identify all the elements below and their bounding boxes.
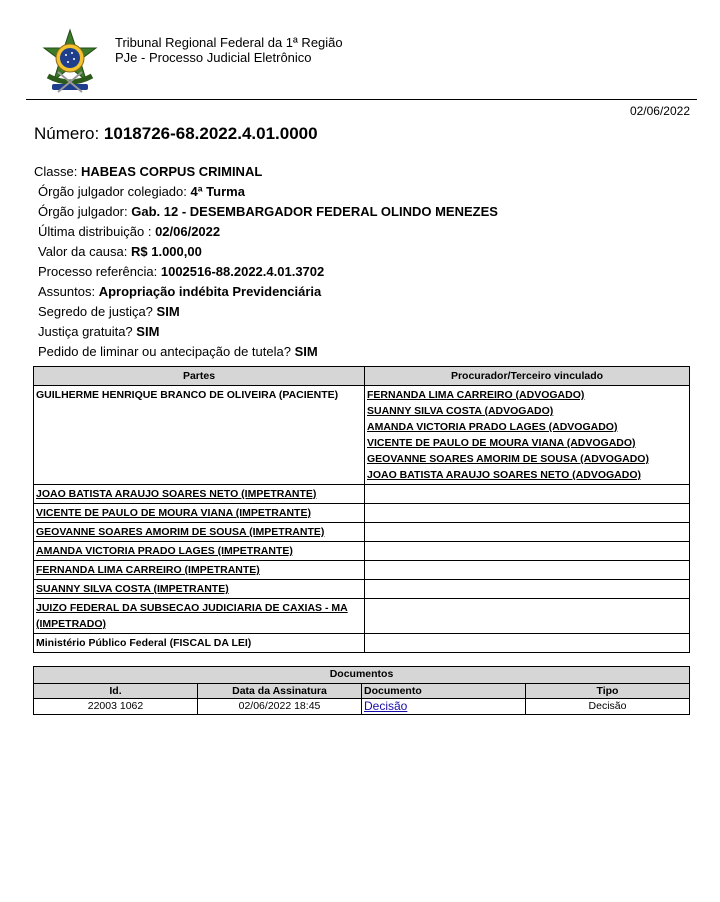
field-classe [34, 162, 694, 182]
field-value: Gab. 12 - DESEMBARGADOR FEDERAL OLINDO MENEZES [131, 204, 498, 219]
party-cell: JUIZO FEDERAL DA SUBSECAO JUDICIARIA DE CAXIAS - MA (IMPETRADO) [34, 599, 365, 634]
party-cell: AMANDA VICTORIA PRADO LAGES (IMPETRANTE) [34, 542, 365, 561]
party-cell: GUILHERME HENRIQUE BRANCO DE OLIVEIRA (PACIENTE) [34, 386, 365, 485]
party-cell: FERNANDA LIMA CARREIRO (IMPETRANTE) [34, 561, 365, 580]
process-number [34, 124, 318, 144]
field-label: Valor da causa: [38, 244, 128, 259]
party-row [34, 523, 690, 542]
column-header-id: Id. [34, 684, 198, 699]
party-row [34, 485, 690, 504]
field-ultima-distribuicao [34, 222, 694, 242]
process-number-label: Número: [34, 124, 100, 143]
column-header-date: Data da Assinatura [198, 684, 362, 699]
field-label: Segredo de justiça? [38, 304, 153, 319]
field-value: R$ 1.000,00 [131, 244, 202, 259]
party-cell: JOAO BATISTA ARAUJO SOARES NETO (IMPETRANTE) [34, 485, 365, 504]
field-label: Justiça gratuita? [38, 324, 133, 339]
field-justica-gratuita [34, 322, 694, 342]
party-row [34, 580, 690, 599]
party-cell: SUANNY SILVA COSTA (IMPETRANTE) [34, 580, 365, 599]
parties-column-header: Partes [34, 367, 365, 386]
field-label: Classe: [34, 164, 78, 179]
attorney-item: FERNANDA LIMA CARREIRO (ADVOGADO) [367, 389, 585, 401]
party-cell: Ministério Público Federal (FISCAL DA LEI) [34, 634, 365, 653]
attorneys-cell [365, 634, 690, 653]
field-label: Pedido de liminar ou antecipação de tutela? [38, 344, 291, 359]
attorney-item: GEOVANNE SOARES AMORIM DE SOUSA (ADVOGADO) [367, 453, 649, 465]
documents-header-row [34, 684, 690, 699]
document-link[interactable]: Decisão [364, 699, 408, 713]
parties-header-row [34, 367, 690, 386]
attorneys-cell [365, 542, 690, 561]
attorneys-cell [365, 523, 690, 542]
attorney-item: VICENTE DE PAULO DE MOURA VIANA (ADVOGADO) [367, 437, 636, 449]
party-row [34, 386, 690, 485]
attorneys-column-header: Procurador/Terceiro vinculado [365, 367, 690, 386]
attorney-item: AMANDA VICTORIA PRADO LAGES (ADVOGADO) [367, 421, 618, 433]
field-value: SIM [294, 344, 318, 359]
document-row [34, 699, 690, 715]
document-header [0, 0, 720, 100]
attorneys-cell [365, 485, 690, 504]
attorney-item: JOAO BATISTA ARAUJO SOARES NETO (ADVOGADO) [367, 469, 641, 481]
field-processo-referencia [34, 262, 694, 282]
document-id: 22003 1062 [34, 699, 198, 715]
field-value: 1002516-88.2022.4.01.3702 [160, 264, 325, 279]
field-value: SIM [136, 324, 160, 339]
field-label: Última distribuição : [38, 224, 152, 239]
party-row [34, 561, 690, 580]
brasil-coat-of-arms-icon [38, 28, 102, 96]
document-date: 02/06/2022 [629, 104, 690, 118]
header-divider [26, 99, 697, 100]
field-value: Apropriação indébita Previdenciária [98, 284, 322, 299]
party-row [34, 504, 690, 523]
document-cell [362, 699, 526, 715]
party-row [34, 599, 690, 634]
field-valor-causa [34, 242, 694, 262]
attorneys-cell [365, 580, 690, 599]
field-orgao-julgador [34, 202, 694, 222]
attorneys-cell [365, 504, 690, 523]
field-label: Órgão julgador colegiado: [38, 184, 187, 199]
field-value: 4ª Turma [190, 184, 245, 199]
field-label: Processo referência: [38, 264, 158, 279]
field-assuntos [34, 282, 694, 302]
attorneys-cell [365, 386, 690, 485]
parties-table [33, 366, 690, 653]
field-label: Órgão julgador: [38, 204, 128, 219]
field-pedido-liminar [34, 342, 694, 362]
attorneys-cell [365, 561, 690, 580]
field-label: Assuntos: [38, 284, 96, 299]
document-type: Decisão [526, 699, 690, 715]
column-header-type: Tipo [526, 684, 690, 699]
documents-title: Documentos [34, 667, 690, 684]
process-number-value: 1018726-68.2022.4.01.0000 [103, 124, 318, 143]
party-cell: VICENTE DE PAULO DE MOURA VIANA (IMPETRANTE) [34, 504, 365, 523]
court-name: Tribunal Regional Federal da 1ª Região [115, 35, 343, 50]
party-row [34, 542, 690, 561]
attorney-item: SUANNY SILVA COSTA (ADVOGADO) [367, 405, 554, 417]
party-row [34, 634, 690, 653]
document-date-cell: 02/06/2022 18:45 [198, 699, 362, 715]
column-header-document: Documento [362, 684, 526, 699]
documents-table [33, 666, 690, 715]
party-cell: GEOVANNE SOARES AMORIM DE SOUSA (IMPETRANTE) [34, 523, 365, 542]
process-info [34, 162, 694, 362]
documents-title-row [34, 667, 690, 684]
attorneys-cell [365, 599, 690, 634]
field-value: 02/06/2022 [155, 224, 221, 239]
field-segredo-justica [34, 302, 694, 322]
field-orgao-colegiado [34, 182, 694, 202]
field-value: HABEAS CORPUS CRIMINAL [80, 164, 263, 179]
field-value: SIM [156, 304, 180, 319]
system-name: PJe - Processo Judicial Eletrônico [115, 50, 312, 65]
